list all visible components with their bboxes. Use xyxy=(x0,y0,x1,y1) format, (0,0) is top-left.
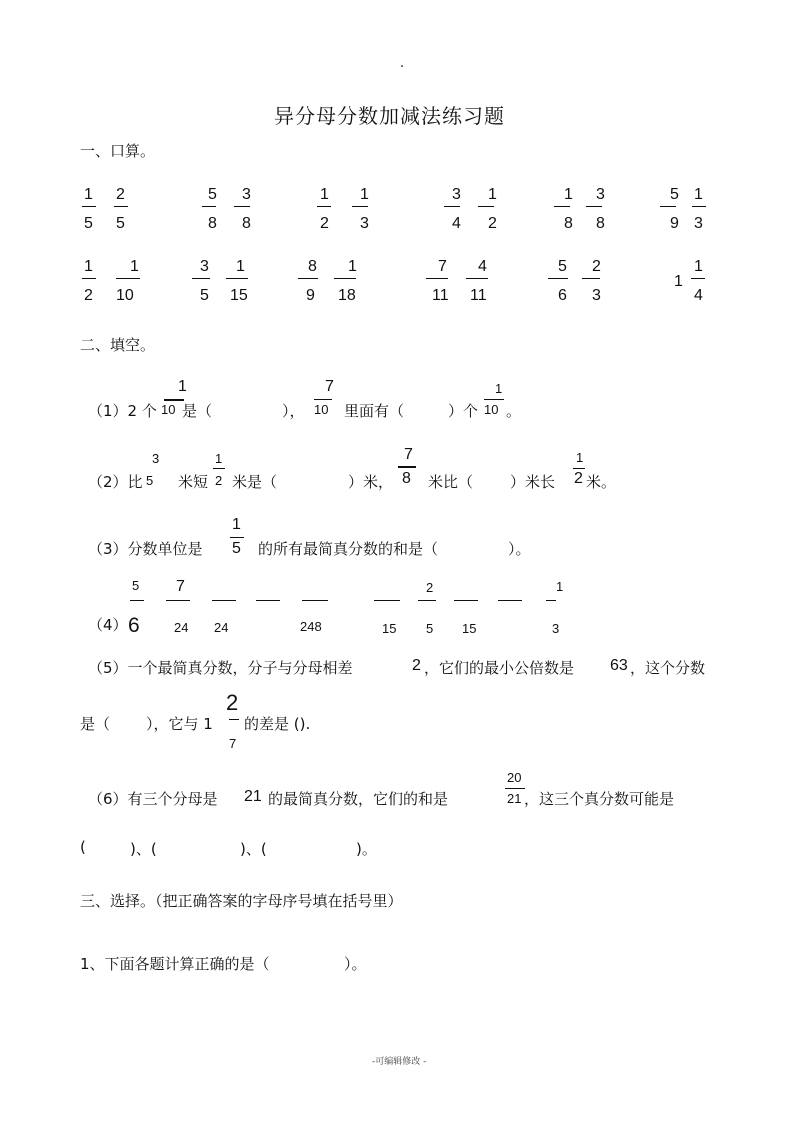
question-text: ，这个分数 xyxy=(630,659,706,677)
question-text: 米短 xyxy=(178,473,209,491)
answer-paren: )、( xyxy=(130,840,157,858)
question-text: 米。 xyxy=(586,473,617,491)
numerator: 3 xyxy=(200,258,209,275)
numerator: 1 xyxy=(348,258,357,275)
denominator: 24 xyxy=(214,620,229,635)
numerator: 5 xyxy=(670,186,679,203)
fraction-bar xyxy=(226,278,248,279)
denominator: 9 xyxy=(670,215,679,232)
question-text: （2）比 xyxy=(88,473,143,491)
question-text: （4） xyxy=(88,616,128,634)
numerator: 20 xyxy=(507,770,522,785)
question-text: 里面有（ xyxy=(344,402,405,420)
question-text: 的最简真分数，它们的和是 xyxy=(268,790,449,808)
fraction-bar xyxy=(660,206,676,207)
fraction-bar xyxy=(582,278,600,279)
fraction-bar xyxy=(116,278,140,279)
numerator: 5 xyxy=(208,186,217,203)
page-title: 异分母分数加减法练习题 xyxy=(274,104,505,128)
section-heading-fill: 二、填空。 xyxy=(80,336,156,354)
denominator: 10 xyxy=(484,402,499,417)
denominator: 15 xyxy=(382,621,397,636)
numerator: 1 xyxy=(84,258,93,275)
denominator: 2 xyxy=(320,215,329,232)
numerator: 8 xyxy=(308,258,317,275)
header-dot: . xyxy=(400,56,405,71)
denominator: 8 xyxy=(596,215,605,232)
fraction-bar xyxy=(573,468,585,469)
question-text: ）， xyxy=(282,402,305,420)
denominator: 3 xyxy=(694,215,703,232)
denominator: 6 xyxy=(128,614,140,637)
numerator: 7 xyxy=(176,578,185,595)
denominator: 18 xyxy=(338,287,356,304)
question-text: （3）分数单位是 xyxy=(88,540,203,558)
denominator: 2 xyxy=(488,215,497,232)
question-text: ）米长 xyxy=(510,473,556,491)
fraction-bar xyxy=(130,600,144,601)
fraction-bar xyxy=(466,278,488,279)
numerator: 1 xyxy=(232,516,241,533)
answer-paren: ( xyxy=(80,838,86,856)
question-text: 。 xyxy=(506,402,522,420)
denominator: 6 xyxy=(558,287,567,304)
question-text: （6）有三个分母是 xyxy=(88,790,218,808)
numerator: 3 xyxy=(596,186,605,203)
denominator: 5 xyxy=(116,215,125,232)
answer-paren: )。 xyxy=(356,840,377,858)
question-text: 米比（ xyxy=(428,473,474,491)
fraction-bar xyxy=(454,600,478,601)
fraction-bar xyxy=(114,206,128,207)
denominator: 3 xyxy=(552,621,560,636)
fraction-bar xyxy=(418,600,436,601)
denominator: 10 xyxy=(161,402,176,417)
numerator: 2 xyxy=(592,258,601,275)
denominator: 5 xyxy=(200,287,209,304)
numerator: 3 xyxy=(452,186,461,203)
question-text: ）米， xyxy=(348,473,394,491)
numerator: 2 xyxy=(426,580,434,595)
numerator: 7 xyxy=(404,446,413,463)
numerator: 5 xyxy=(558,258,567,275)
denominator: 8 xyxy=(564,215,573,232)
section-heading-choice: 三、选择。（把正确答案的字母序号填在括号里） xyxy=(80,892,403,910)
fraction-bar xyxy=(298,278,318,279)
numerator: 1 xyxy=(320,186,329,203)
fraction-bar xyxy=(586,206,602,207)
question-text: 的所有最简真分数的和是（ xyxy=(258,540,439,558)
fraction-bar xyxy=(234,206,250,207)
question-text: （1）2 个 xyxy=(88,402,157,420)
fraction-bar xyxy=(314,399,332,400)
fraction-bar xyxy=(212,600,236,601)
section-heading-mental: 一、口算。 xyxy=(80,142,156,160)
fraction-bar xyxy=(478,206,494,207)
question-text: 米是（ xyxy=(232,473,278,491)
fraction-bar xyxy=(498,600,522,601)
denominator: 24 xyxy=(174,620,189,635)
footer-note: -可编辑修改 - xyxy=(372,1057,427,1067)
numerator: 1 xyxy=(360,186,369,203)
fraction-bar xyxy=(554,206,570,207)
choice-question-1: 1、下面各题计算正确的是（ xyxy=(80,955,270,973)
fraction-bar xyxy=(202,206,216,207)
question-number: 21 xyxy=(244,788,262,805)
denominator: 8 xyxy=(208,215,217,232)
fraction-bar xyxy=(374,600,400,601)
fraction-bar xyxy=(302,600,328,601)
fraction-bar xyxy=(213,468,225,469)
numerator: 7 xyxy=(438,258,447,275)
fraction-bar xyxy=(352,206,368,207)
denominator: 10 xyxy=(314,402,329,417)
denominator: 15 xyxy=(462,621,477,636)
numerator: 1 xyxy=(130,258,139,275)
fraction-bar xyxy=(398,466,416,468)
fraction-bar xyxy=(256,600,280,601)
denominator: 4 xyxy=(694,287,703,304)
fraction-bar xyxy=(82,278,96,279)
numerator: 5 xyxy=(132,578,140,593)
fraction-bar xyxy=(82,206,96,207)
question-number: 2 xyxy=(412,657,421,674)
question-text: 是（ xyxy=(80,715,111,733)
choice-question-1-end: ）。 xyxy=(344,955,367,973)
numerator: 1 xyxy=(694,186,703,203)
denominator: 5 xyxy=(232,540,241,557)
denominator: 4 xyxy=(452,215,461,232)
fraction-bar xyxy=(164,399,184,401)
denominator: 5 xyxy=(146,473,154,488)
question-text: 的差是 (). xyxy=(244,715,311,733)
denominator: 11 xyxy=(432,287,449,304)
fraction-bar xyxy=(444,206,460,207)
question-text: ）。 xyxy=(508,540,531,558)
fraction-bar xyxy=(691,278,705,279)
numerator: 1 xyxy=(488,186,497,203)
denominator: 15 xyxy=(230,287,248,304)
numerator: 1 xyxy=(236,258,245,275)
fraction-bar xyxy=(692,206,706,207)
fraction-bar xyxy=(166,600,190,601)
numerator: 1 xyxy=(564,186,573,203)
fraction-bar xyxy=(426,278,448,279)
fraction-bar xyxy=(505,788,525,789)
fraction-bar xyxy=(484,399,504,400)
numerator: 3 xyxy=(242,186,251,203)
fraction-bar xyxy=(548,278,568,279)
fraction-bar xyxy=(546,600,556,601)
denominator: 11 xyxy=(470,287,487,304)
denominator: 5 xyxy=(84,215,93,232)
denominator: 9 xyxy=(306,287,315,304)
numerator: 2 xyxy=(226,690,239,715)
fraction-bar xyxy=(192,278,210,279)
numerator: 4 xyxy=(478,258,487,275)
whole-number: 1 xyxy=(674,273,683,290)
question-text: ），它与 1 xyxy=(146,715,213,733)
denominator: 8 xyxy=(402,470,411,487)
denominator: 3 xyxy=(592,287,601,304)
answer-paren: )、( xyxy=(240,840,267,858)
question-number: 63 xyxy=(610,657,628,674)
denominator: 3 xyxy=(360,215,369,232)
denominator: 248 xyxy=(300,619,322,634)
numerator: 2 xyxy=(116,186,125,203)
numerator: 1 xyxy=(556,579,564,594)
numerator: 1 xyxy=(215,451,223,466)
denominator: 7 xyxy=(229,736,237,751)
fraction-bar xyxy=(317,206,331,207)
denominator: 2 xyxy=(574,470,583,487)
numerator: 1 xyxy=(495,381,503,396)
fraction-bar xyxy=(334,278,356,279)
numerator: 1 xyxy=(694,258,703,275)
denominator: 2 xyxy=(84,287,93,304)
denominator: 21 xyxy=(507,791,522,806)
numerator: 1 xyxy=(178,378,187,395)
question-text: ）个 xyxy=(448,402,479,420)
question-text: 是（ xyxy=(182,402,213,420)
question-text: ，这三个真分数可能是 xyxy=(524,790,675,808)
denominator: 10 xyxy=(116,287,134,304)
numerator: 7 xyxy=(325,378,334,395)
question-text: ，它们的最小公倍数是 xyxy=(424,659,575,677)
question-text: （5）一个最简真分数，分子与分母相差 xyxy=(88,659,353,677)
fraction-bar xyxy=(229,719,239,720)
numerator: 1 xyxy=(576,450,584,465)
numerator: 1 xyxy=(84,186,93,203)
denominator: 5 xyxy=(426,621,434,636)
denominator: 8 xyxy=(242,215,251,232)
denominator: 2 xyxy=(215,473,223,488)
numerator: 3 xyxy=(152,451,160,466)
fraction-bar xyxy=(230,537,244,538)
